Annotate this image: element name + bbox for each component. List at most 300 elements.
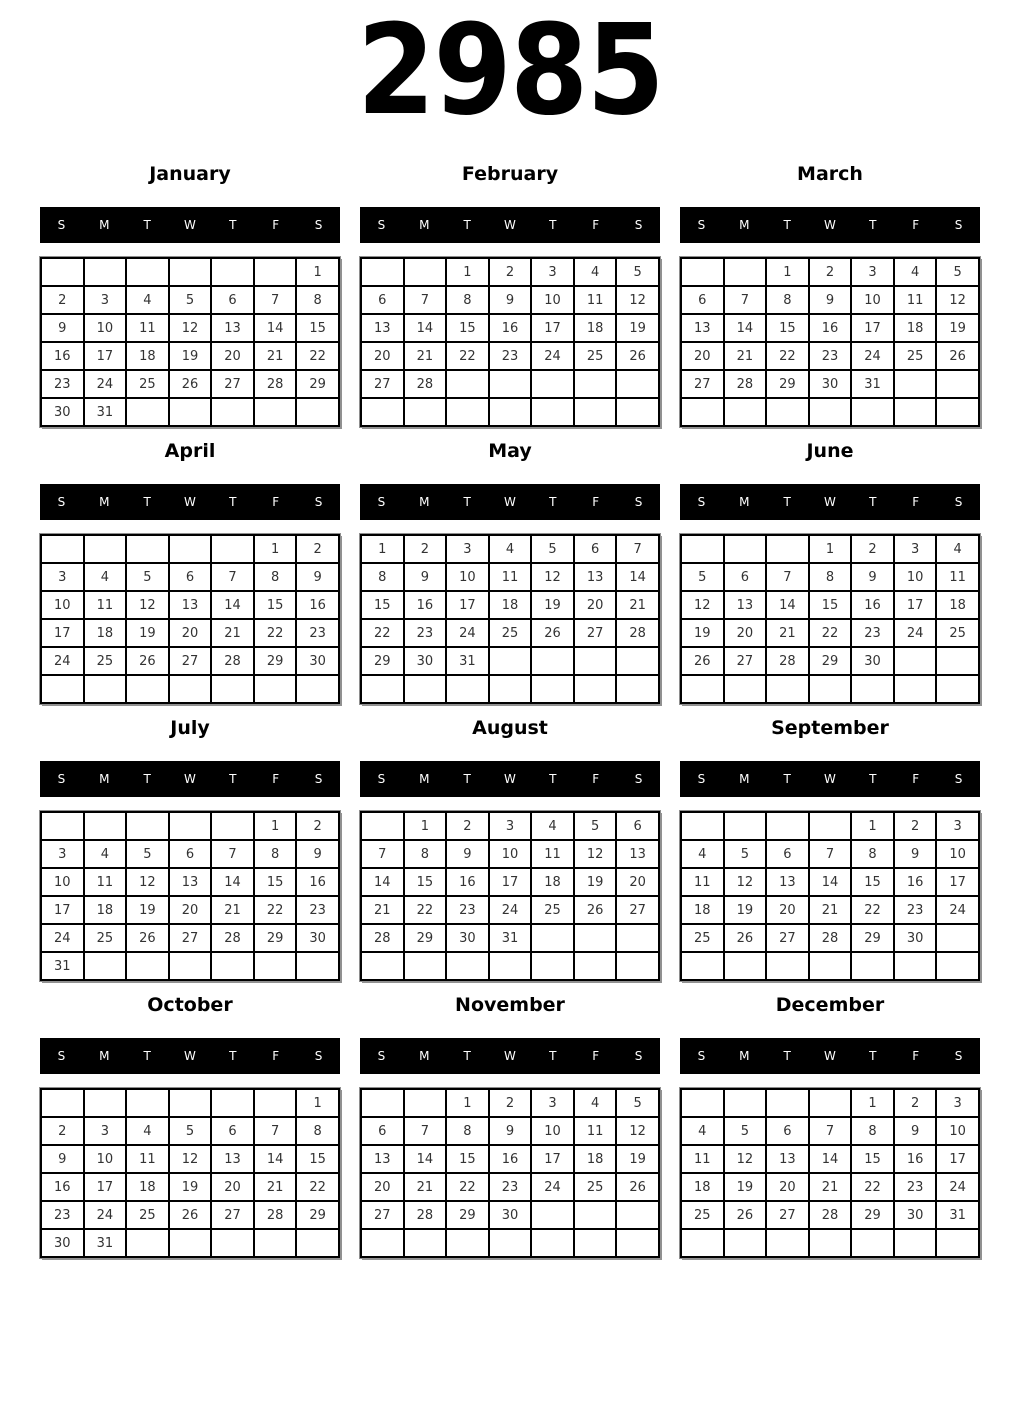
date-cell: 27 xyxy=(361,1201,404,1229)
empty-date-cell xyxy=(361,675,404,703)
date-cell: 16 xyxy=(489,314,532,342)
date-grid xyxy=(40,811,340,981)
date-cell: 15 xyxy=(254,868,297,896)
date-cell: 18 xyxy=(126,1173,169,1201)
week-row xyxy=(41,1173,339,1201)
date-cell: 20 xyxy=(574,591,617,619)
date-cell: 23 xyxy=(296,619,339,647)
empty-date-cell xyxy=(766,675,809,703)
date-cell: 6 xyxy=(169,840,212,868)
weekday-label: W xyxy=(504,772,516,786)
week-row xyxy=(41,896,339,924)
date-cell: 8 xyxy=(446,286,489,314)
empty-date-cell xyxy=(169,535,212,563)
date-cell: 30 xyxy=(404,647,447,675)
week-row xyxy=(681,1145,979,1173)
weekday-label: T xyxy=(463,495,471,509)
week-row xyxy=(361,398,659,426)
empty-date-cell xyxy=(489,952,532,980)
weekday-label: W xyxy=(184,495,196,509)
date-cell: 6 xyxy=(616,812,659,840)
month-name: January xyxy=(149,163,231,185)
empty-date-cell xyxy=(894,675,937,703)
empty-date-cell xyxy=(489,370,532,398)
empty-date-cell xyxy=(254,675,297,703)
weekday-label: F xyxy=(912,772,920,786)
date-cell: 20 xyxy=(766,896,809,924)
date-cell: 1 xyxy=(254,535,297,563)
empty-date-cell xyxy=(84,812,127,840)
date-cell: 21 xyxy=(361,896,404,924)
date-cell: 24 xyxy=(84,1201,127,1229)
empty-date-cell xyxy=(809,952,852,980)
date-cell: 24 xyxy=(84,370,127,398)
month-name: February xyxy=(461,163,559,185)
date-cell: 17 xyxy=(489,868,532,896)
date-cell: 19 xyxy=(724,1173,767,1201)
weekday-label: T xyxy=(549,1049,557,1063)
empty-date-cell xyxy=(851,398,894,426)
weekday-label: F xyxy=(912,218,920,232)
date-cell: 3 xyxy=(41,840,84,868)
week-row xyxy=(361,286,659,314)
weekday-label: F xyxy=(592,1049,600,1063)
date-cell: 25 xyxy=(489,619,532,647)
weekday-label: T xyxy=(229,1049,237,1063)
date-cell: 3 xyxy=(84,286,127,314)
date-cell: 21 xyxy=(809,896,852,924)
date-cell: 7 xyxy=(809,1117,852,1145)
weekday-label: S xyxy=(314,1049,323,1063)
date-cell: 28 xyxy=(766,647,809,675)
date-cell: 20 xyxy=(616,868,659,896)
weekday-label: T xyxy=(869,495,877,509)
date-cell: 16 xyxy=(404,591,447,619)
weekday-header-bar xyxy=(680,207,980,243)
weekday-label: F xyxy=(272,218,280,232)
empty-date-cell xyxy=(574,647,617,675)
date-cell: 31 xyxy=(489,924,532,952)
empty-date-cell xyxy=(404,258,447,286)
date-cell: 11 xyxy=(126,314,169,342)
empty-date-cell xyxy=(489,647,532,675)
date-cell: 25 xyxy=(126,370,169,398)
empty-date-cell xyxy=(851,952,894,980)
weekday-label: T xyxy=(549,772,557,786)
empty-date-cell xyxy=(574,952,617,980)
empty-date-cell xyxy=(936,952,979,980)
date-cell: 26 xyxy=(531,619,574,647)
date-cell: 9 xyxy=(851,563,894,591)
date-cell: 2 xyxy=(489,258,532,286)
week-row xyxy=(361,370,659,398)
empty-date-cell xyxy=(531,1201,574,1229)
empty-date-cell xyxy=(169,258,212,286)
week-row xyxy=(41,314,339,342)
date-cell: 16 xyxy=(894,868,937,896)
date-cell: 13 xyxy=(211,1145,254,1173)
week-row xyxy=(41,1089,339,1117)
date-cell: 4 xyxy=(894,258,937,286)
date-grid xyxy=(680,534,980,704)
empty-date-cell xyxy=(361,952,404,980)
weekday-label: S xyxy=(634,495,643,509)
date-cell: 13 xyxy=(616,840,659,868)
date-cell: 25 xyxy=(936,619,979,647)
date-cell: 17 xyxy=(84,342,127,370)
date-cell: 12 xyxy=(724,868,767,896)
week-row xyxy=(681,1173,979,1201)
empty-date-cell xyxy=(254,1089,297,1117)
date-cell: 20 xyxy=(211,342,254,370)
empty-date-cell xyxy=(296,675,339,703)
date-cell: 17 xyxy=(531,314,574,342)
week-row xyxy=(41,952,339,980)
weekday-label: S xyxy=(954,772,963,786)
weekday-label: S xyxy=(634,1049,643,1063)
date-cell: 29 xyxy=(446,1201,489,1229)
date-cell: 2 xyxy=(894,812,937,840)
date-cell: 21 xyxy=(724,342,767,370)
date-grid xyxy=(680,257,980,427)
weekday-label: M xyxy=(99,772,110,786)
weekday-label: T xyxy=(463,1049,471,1063)
weekday-header-bar xyxy=(360,761,660,797)
empty-date-cell xyxy=(211,812,254,840)
empty-date-cell xyxy=(84,675,127,703)
weekday-label: S xyxy=(57,772,66,786)
weekday-label: S xyxy=(57,1049,66,1063)
weekday-label: W xyxy=(824,772,836,786)
date-cell: 26 xyxy=(169,1201,212,1229)
date-cell: 5 xyxy=(574,812,617,840)
date-cell: 15 xyxy=(254,591,297,619)
weekday-label: M xyxy=(739,772,750,786)
date-cell: 21 xyxy=(404,1173,447,1201)
date-cell: 2 xyxy=(894,1089,937,1117)
date-cell: 11 xyxy=(681,1145,724,1173)
date-cell: 12 xyxy=(126,591,169,619)
date-cell: 12 xyxy=(531,563,574,591)
date-cell: 14 xyxy=(211,868,254,896)
date-cell: 14 xyxy=(404,314,447,342)
week-row xyxy=(361,647,659,675)
date-cell: 10 xyxy=(531,1117,574,1145)
date-cell: 14 xyxy=(809,1145,852,1173)
empty-date-cell xyxy=(681,675,724,703)
date-cell: 28 xyxy=(211,647,254,675)
date-cell: 26 xyxy=(126,924,169,952)
date-cell: 2 xyxy=(851,535,894,563)
month-july xyxy=(40,719,340,981)
date-cell: 24 xyxy=(41,924,84,952)
empty-date-cell xyxy=(616,675,659,703)
date-cell: 1 xyxy=(446,258,489,286)
date-cell: 4 xyxy=(681,840,724,868)
empty-date-cell xyxy=(766,952,809,980)
weekday-header-bar xyxy=(40,207,340,243)
date-cell: 9 xyxy=(489,1117,532,1145)
date-cell: 1 xyxy=(361,535,404,563)
week-row xyxy=(361,563,659,591)
date-cell: 7 xyxy=(616,535,659,563)
empty-date-cell xyxy=(446,675,489,703)
date-cell: 31 xyxy=(84,1229,127,1257)
week-row xyxy=(361,1089,659,1117)
date-cell: 14 xyxy=(616,563,659,591)
week-row xyxy=(681,535,979,563)
date-cell: 17 xyxy=(84,1173,127,1201)
weekday-label: S xyxy=(57,218,66,232)
date-cell: 8 xyxy=(296,1117,339,1145)
empty-date-cell xyxy=(724,535,767,563)
date-cell: 11 xyxy=(574,1117,617,1145)
weekday-label: T xyxy=(463,218,471,232)
date-cell: 30 xyxy=(446,924,489,952)
date-cell: 24 xyxy=(531,342,574,370)
months-grid xyxy=(40,165,980,1258)
date-cell: 9 xyxy=(489,286,532,314)
week-row xyxy=(681,1201,979,1229)
date-cell: 15 xyxy=(361,591,404,619)
weekday-header-bar xyxy=(680,1038,980,1074)
weekday-label: W xyxy=(824,495,836,509)
date-cell: 1 xyxy=(296,258,339,286)
date-cell: 6 xyxy=(361,1117,404,1145)
date-cell: 29 xyxy=(851,924,894,952)
weekday-label: T xyxy=(549,495,557,509)
week-row xyxy=(681,812,979,840)
empty-date-cell xyxy=(681,398,724,426)
date-cell: 6 xyxy=(766,1117,809,1145)
date-cell: 21 xyxy=(766,619,809,647)
month-name: September xyxy=(771,717,889,739)
week-row xyxy=(41,1229,339,1257)
date-cell: 24 xyxy=(894,619,937,647)
date-cell: 11 xyxy=(574,286,617,314)
date-grid xyxy=(360,534,660,704)
month-june xyxy=(680,442,980,704)
week-row xyxy=(41,370,339,398)
empty-date-cell xyxy=(531,675,574,703)
date-cell: 29 xyxy=(361,647,404,675)
date-cell: 25 xyxy=(894,342,937,370)
date-cell: 13 xyxy=(724,591,767,619)
week-row xyxy=(361,952,659,980)
empty-date-cell xyxy=(574,398,617,426)
date-cell: 4 xyxy=(574,1089,617,1117)
week-row xyxy=(41,286,339,314)
date-grid xyxy=(360,811,660,981)
date-cell: 29 xyxy=(296,1201,339,1229)
empty-date-cell xyxy=(894,398,937,426)
date-cell: 4 xyxy=(489,535,532,563)
date-cell: 26 xyxy=(126,647,169,675)
week-row xyxy=(361,314,659,342)
weekday-label: W xyxy=(184,1049,196,1063)
date-cell: 5 xyxy=(616,258,659,286)
week-row xyxy=(41,1117,339,1145)
date-cell: 3 xyxy=(531,258,574,286)
empty-date-cell xyxy=(126,258,169,286)
weekday-label: T xyxy=(869,772,877,786)
date-cell: 20 xyxy=(361,342,404,370)
empty-date-cell xyxy=(84,1089,127,1117)
date-cell: 11 xyxy=(936,563,979,591)
empty-date-cell xyxy=(894,1229,937,1257)
date-cell: 22 xyxy=(296,1173,339,1201)
date-cell: 14 xyxy=(724,314,767,342)
date-cell: 31 xyxy=(84,398,127,426)
empty-date-cell xyxy=(254,1229,297,1257)
date-cell: 17 xyxy=(936,1145,979,1173)
empty-date-cell xyxy=(574,924,617,952)
empty-date-cell xyxy=(169,1229,212,1257)
empty-date-cell xyxy=(169,952,212,980)
empty-date-cell xyxy=(296,398,339,426)
date-cell: 20 xyxy=(169,619,212,647)
date-grid xyxy=(360,1088,660,1258)
week-row xyxy=(681,286,979,314)
empty-date-cell xyxy=(126,398,169,426)
date-cell: 20 xyxy=(681,342,724,370)
date-cell: 20 xyxy=(361,1173,404,1201)
date-cell: 21 xyxy=(616,591,659,619)
date-cell: 17 xyxy=(446,591,489,619)
empty-date-cell xyxy=(41,258,84,286)
date-cell: 22 xyxy=(851,896,894,924)
month-january xyxy=(40,165,340,427)
weekday-label: S xyxy=(314,495,323,509)
date-cell: 12 xyxy=(126,868,169,896)
empty-date-cell xyxy=(126,535,169,563)
empty-date-cell xyxy=(126,675,169,703)
empty-date-cell xyxy=(936,1229,979,1257)
date-cell: 15 xyxy=(851,1145,894,1173)
date-cell: 2 xyxy=(41,1117,84,1145)
week-row xyxy=(361,591,659,619)
weekday-label: T xyxy=(229,495,237,509)
date-cell: 29 xyxy=(296,370,339,398)
empty-date-cell xyxy=(404,952,447,980)
date-cell: 25 xyxy=(574,342,617,370)
date-cell: 21 xyxy=(809,1173,852,1201)
date-cell: 13 xyxy=(211,314,254,342)
month-name: December xyxy=(775,994,885,1016)
date-cell: 15 xyxy=(851,868,894,896)
empty-date-cell xyxy=(169,398,212,426)
week-row xyxy=(681,647,979,675)
week-row xyxy=(361,868,659,896)
weekday-label: S xyxy=(697,1049,706,1063)
date-cell: 8 xyxy=(766,286,809,314)
week-row xyxy=(681,868,979,896)
empty-date-cell xyxy=(296,1229,339,1257)
date-cell: 17 xyxy=(851,314,894,342)
date-cell: 6 xyxy=(766,840,809,868)
week-row xyxy=(681,619,979,647)
weekday-label: M xyxy=(99,1049,110,1063)
date-cell: 2 xyxy=(296,535,339,563)
date-cell: 11 xyxy=(84,591,127,619)
weekday-header-bar xyxy=(40,761,340,797)
date-cell: 16 xyxy=(894,1145,937,1173)
weekday-label: F xyxy=(912,1049,920,1063)
date-cell: 1 xyxy=(851,812,894,840)
date-cell: 27 xyxy=(169,647,212,675)
empty-date-cell xyxy=(894,647,937,675)
week-row xyxy=(41,258,339,286)
date-cell: 12 xyxy=(681,591,724,619)
empty-date-cell xyxy=(681,1089,724,1117)
date-cell: 15 xyxy=(446,1145,489,1173)
empty-date-cell xyxy=(41,675,84,703)
empty-date-cell xyxy=(211,258,254,286)
week-row xyxy=(361,812,659,840)
weekday-label: S xyxy=(377,1049,386,1063)
date-cell: 28 xyxy=(404,1201,447,1229)
empty-date-cell xyxy=(489,1229,532,1257)
date-cell: 23 xyxy=(296,896,339,924)
date-cell: 19 xyxy=(126,619,169,647)
date-cell: 22 xyxy=(446,1173,489,1201)
date-cell: 16 xyxy=(41,1173,84,1201)
week-row xyxy=(41,840,339,868)
weekday-label: W xyxy=(504,218,516,232)
date-cell: 31 xyxy=(936,1201,979,1229)
date-cell: 16 xyxy=(41,342,84,370)
month-may xyxy=(360,442,660,704)
date-cell: 18 xyxy=(936,591,979,619)
date-cell: 24 xyxy=(446,619,489,647)
date-cell: 26 xyxy=(936,342,979,370)
empty-date-cell xyxy=(616,370,659,398)
empty-date-cell xyxy=(616,647,659,675)
week-row xyxy=(41,591,339,619)
date-cell: 27 xyxy=(724,647,767,675)
date-cell: 5 xyxy=(616,1089,659,1117)
date-cell: 10 xyxy=(84,314,127,342)
weekday-label: T xyxy=(229,218,237,232)
date-cell: 2 xyxy=(446,812,489,840)
date-cell: 26 xyxy=(616,342,659,370)
date-cell: 22 xyxy=(766,342,809,370)
week-row xyxy=(361,896,659,924)
date-cell: 8 xyxy=(254,563,297,591)
empty-date-cell xyxy=(531,1229,574,1257)
week-row xyxy=(41,675,339,703)
date-grid xyxy=(40,1088,340,1258)
empty-date-cell xyxy=(361,1229,404,1257)
empty-date-cell xyxy=(809,675,852,703)
date-cell: 29 xyxy=(254,647,297,675)
date-cell: 25 xyxy=(84,647,127,675)
date-cell: 19 xyxy=(681,619,724,647)
empty-date-cell xyxy=(894,952,937,980)
date-cell: 7 xyxy=(766,563,809,591)
date-cell: 27 xyxy=(766,1201,809,1229)
date-cell: 27 xyxy=(169,924,212,952)
empty-date-cell xyxy=(681,258,724,286)
date-cell: 4 xyxy=(84,563,127,591)
date-cell: 26 xyxy=(681,647,724,675)
date-cell: 19 xyxy=(724,896,767,924)
date-cell: 7 xyxy=(254,286,297,314)
empty-date-cell xyxy=(681,1229,724,1257)
weekday-label: S xyxy=(954,218,963,232)
empty-date-cell xyxy=(41,812,84,840)
date-cell: 21 xyxy=(254,342,297,370)
